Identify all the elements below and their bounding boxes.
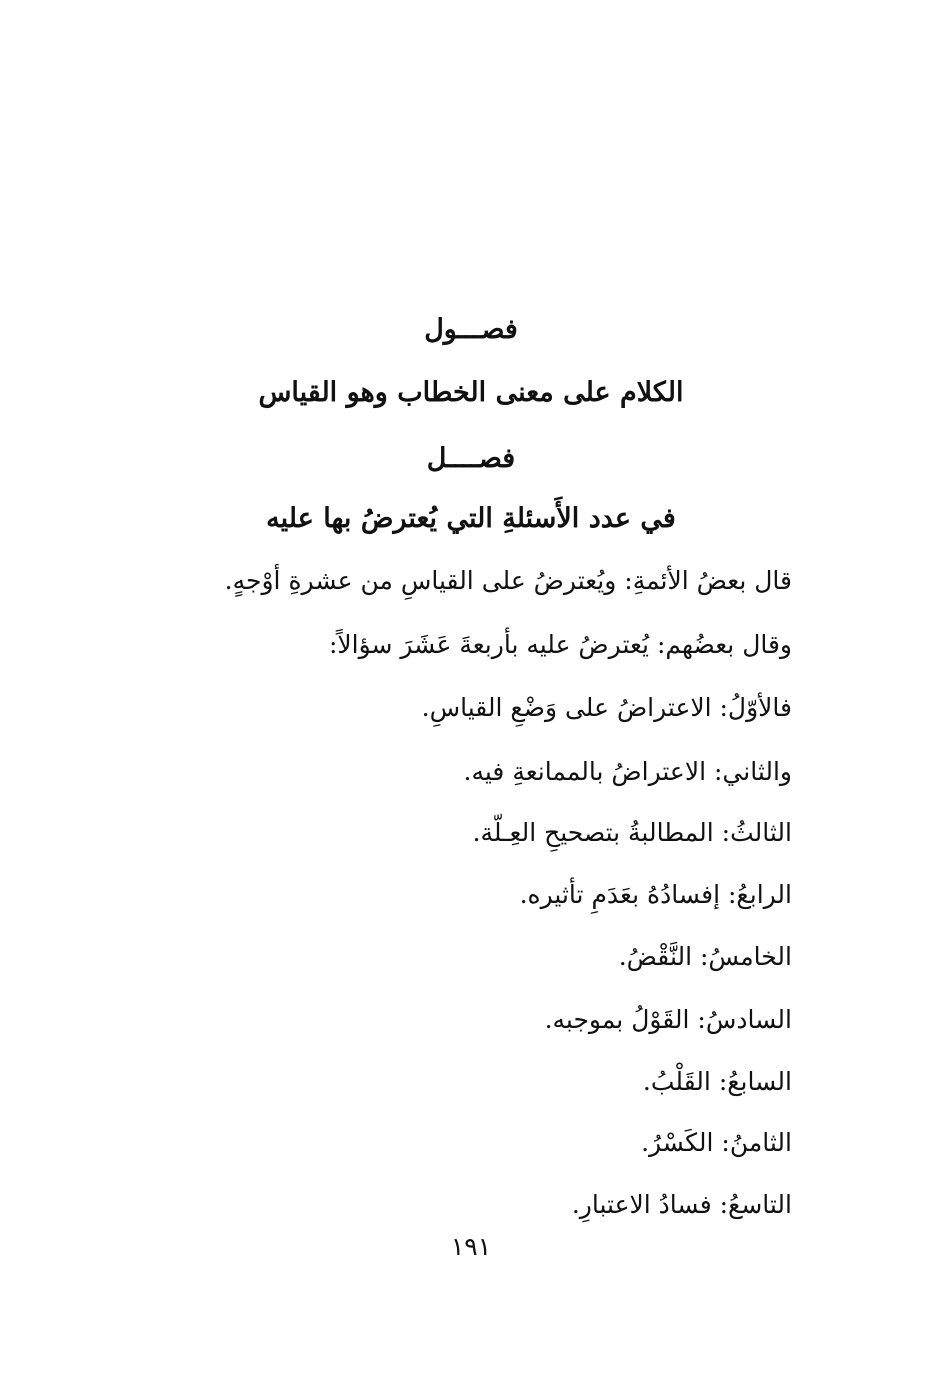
body-line-4: والثاني: الاعتراضُ بالممانعةِ فيه. bbox=[463, 757, 792, 786]
page-number: ١٩١ bbox=[450, 1232, 492, 1261]
body-line-10: الثامنُ: الكَسْرُ. bbox=[641, 1128, 792, 1157]
body-line-1: قال بعضُ الأئمةِ: ويُعترضُ على القياسِ من عشرةِ أوْجهٍ. bbox=[224, 566, 792, 595]
section-subtitle: الكلام على معنى الخطاب وهو القياس bbox=[258, 377, 684, 408]
chapter-heading-fasl: فصــــل bbox=[426, 443, 516, 474]
body-line-6: الرابعُ: إفسادُهُ بعَدَمِ تأثيره. bbox=[519, 880, 792, 909]
body-line-3: فالأوّلُ: الاعتراضُ على وَضْعِ القياسِ. bbox=[421, 693, 792, 722]
body-line-11: التاسعُ: فسادُ الاعتبارِ. bbox=[571, 1190, 792, 1219]
body-line-2: وقال بعضُهم: يُعترضُ عليه بأربعةَ عَشَرَ سؤالاً: bbox=[328, 630, 792, 659]
chapter-subtitle: في عدد الأَسئلةِ التي يُعترضُ بها عليه bbox=[266, 503, 676, 534]
section-heading-fusul: فصـــول bbox=[424, 314, 518, 345]
body-line-9: السابعُ: القَلْبُ. bbox=[642, 1067, 792, 1096]
body-line-8: السادسُ: القَوْلُ بموجبه. bbox=[544, 1005, 792, 1034]
body-line-5: الثالثُ: المطالبةُ بتصحيحِ العِـلّة. bbox=[472, 818, 792, 847]
body-line-7: الخامسُ: النَّقْضُ. bbox=[618, 942, 792, 971]
